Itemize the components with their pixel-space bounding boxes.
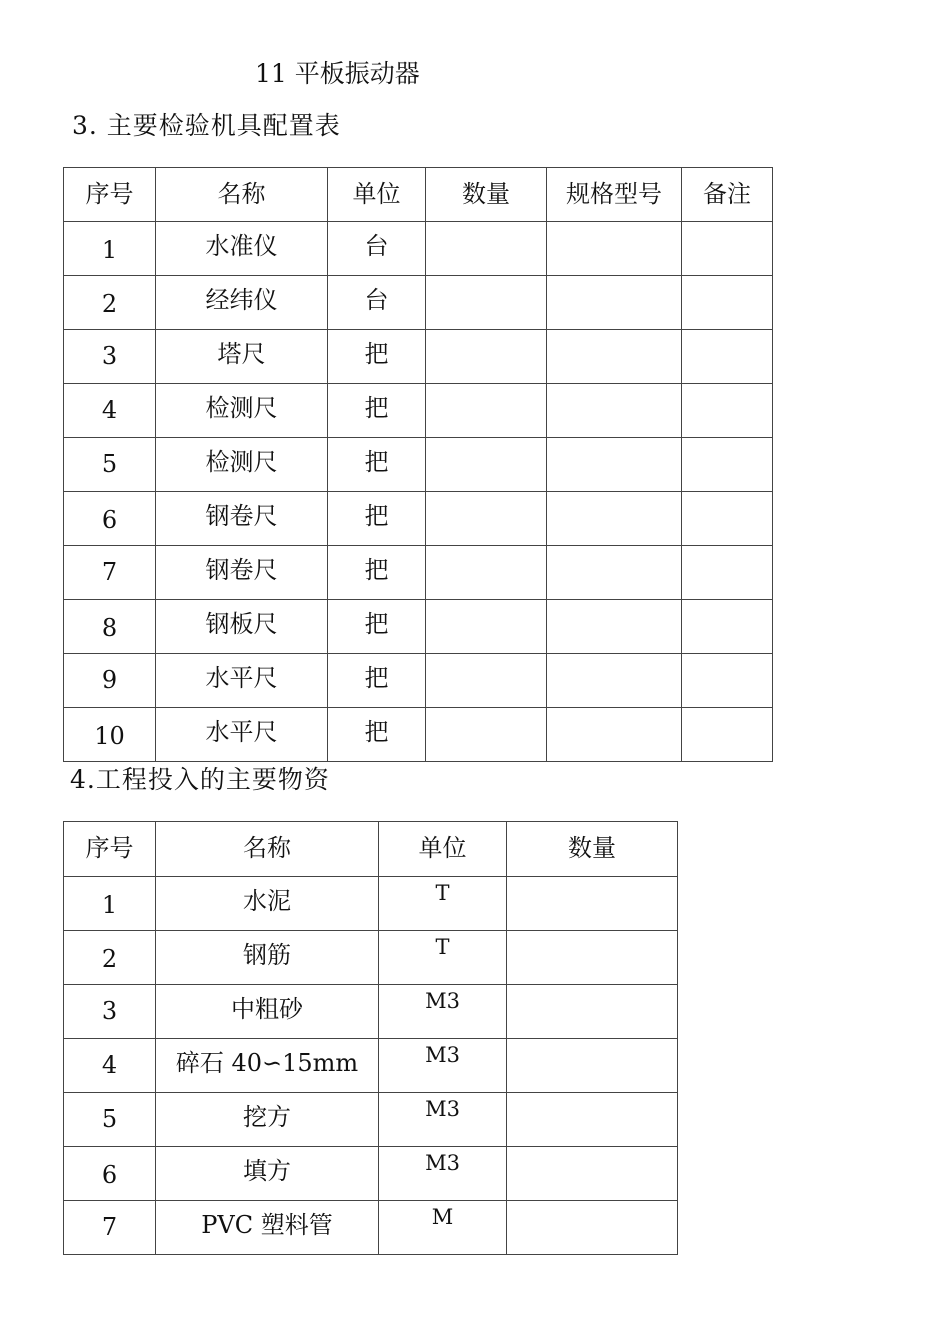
cell-spec xyxy=(547,546,682,600)
equipment-item-11: 11 平板振动器 xyxy=(255,59,420,88)
cell-name: 水泥 xyxy=(156,877,379,931)
cell-unit: 把 xyxy=(328,438,426,492)
table-row xyxy=(64,492,773,546)
table-header-row xyxy=(64,822,678,877)
materials-table xyxy=(63,821,678,1255)
table-row xyxy=(64,708,773,762)
cell-spec xyxy=(547,276,682,330)
table-row xyxy=(64,1201,678,1255)
cell-name: 经纬仪 xyxy=(156,276,328,330)
header-name: 名称 xyxy=(156,822,379,877)
header-no: 序号 xyxy=(64,822,156,877)
cell-no: 5 xyxy=(64,438,156,492)
cell-no: 4 xyxy=(64,384,156,438)
table-row xyxy=(64,1147,678,1201)
cell-no: 3 xyxy=(64,985,156,1039)
section-3-heading: 3. 主要检验机具配置表 xyxy=(72,111,341,140)
cell-no: 6 xyxy=(64,1147,156,1201)
cell-unit: 台 xyxy=(328,222,426,276)
cell-unit: 把 xyxy=(328,654,426,708)
table-row xyxy=(64,1093,678,1147)
cell-qty xyxy=(426,438,547,492)
cell-remark xyxy=(682,546,773,600)
header-name: 名称 xyxy=(156,168,328,222)
cell-no: 7 xyxy=(64,546,156,600)
table-row xyxy=(64,222,773,276)
cell-unit: 把 xyxy=(328,492,426,546)
header-unit: 单位 xyxy=(379,822,507,877)
cell-no: 4 xyxy=(64,1039,156,1093)
cell-qty xyxy=(507,877,678,931)
section-4-heading: 4.工程投入的主要物资 xyxy=(70,765,330,794)
cell-unit: M3 xyxy=(379,1147,507,1201)
cell-no: 2 xyxy=(64,276,156,330)
cell-qty xyxy=(507,1201,678,1255)
cell-remark xyxy=(682,330,773,384)
table-row xyxy=(64,877,678,931)
cell-unit: M3 xyxy=(379,1039,507,1093)
cell-name: 中粗砂 xyxy=(156,985,379,1039)
cell-name: 水平尺 xyxy=(156,654,328,708)
cell-spec xyxy=(547,330,682,384)
header-quantity: 数量 xyxy=(507,822,678,877)
cell-unit: 把 xyxy=(328,708,426,762)
cell-qty xyxy=(426,600,547,654)
table-row xyxy=(64,276,773,330)
cell-remark xyxy=(682,276,773,330)
cell-spec xyxy=(547,384,682,438)
cell-remark xyxy=(682,384,773,438)
cell-no: 9 xyxy=(64,654,156,708)
cell-no: 6 xyxy=(64,492,156,546)
table-header-row xyxy=(64,168,773,222)
table-row xyxy=(64,600,773,654)
header-remark: 备注 xyxy=(682,168,773,222)
table-row xyxy=(64,1039,678,1093)
cell-spec xyxy=(547,654,682,708)
cell-no: 8 xyxy=(64,600,156,654)
cell-no: 10 xyxy=(64,708,156,762)
header-spec: 规格型号 xyxy=(547,168,682,222)
cell-qty xyxy=(507,1039,678,1093)
cell-unit: T xyxy=(379,877,507,931)
table-row xyxy=(64,546,773,600)
cell-spec xyxy=(547,708,682,762)
cell-name: 挖方 xyxy=(156,1093,379,1147)
cell-no: 1 xyxy=(64,222,156,276)
cell-name: 填方 xyxy=(156,1147,379,1201)
table-row xyxy=(64,330,773,384)
cell-name: 碎石 40∽15mm xyxy=(156,1039,379,1093)
cell-remark xyxy=(682,222,773,276)
cell-name: 水准仪 xyxy=(156,222,328,276)
cell-unit: 把 xyxy=(328,384,426,438)
cell-unit: M3 xyxy=(379,1093,507,1147)
cell-qty xyxy=(507,931,678,985)
header-unit: 单位 xyxy=(328,168,426,222)
table-row xyxy=(64,654,773,708)
cell-spec xyxy=(547,438,682,492)
cell-unit: 把 xyxy=(328,330,426,384)
cell-no: 2 xyxy=(64,931,156,985)
cell-no: 7 xyxy=(64,1201,156,1255)
cell-unit: 台 xyxy=(328,276,426,330)
cell-qty xyxy=(426,222,547,276)
cell-no: 3 xyxy=(64,330,156,384)
cell-remark xyxy=(682,600,773,654)
cell-name: 水平尺 xyxy=(156,708,328,762)
cell-remark xyxy=(682,438,773,492)
cell-qty xyxy=(426,330,547,384)
inspection-equipment-table xyxy=(63,167,773,762)
cell-name: 塔尺 xyxy=(156,330,328,384)
cell-qty xyxy=(426,384,547,438)
table-row xyxy=(64,931,678,985)
cell-name: 钢卷尺 xyxy=(156,492,328,546)
cell-name: 钢筋 xyxy=(156,931,379,985)
table-row xyxy=(64,384,773,438)
cell-qty xyxy=(507,1093,678,1147)
cell-qty xyxy=(507,985,678,1039)
cell-unit: 把 xyxy=(328,546,426,600)
table-row xyxy=(64,438,773,492)
cell-no: 5 xyxy=(64,1093,156,1147)
cell-unit: T xyxy=(379,931,507,985)
cell-spec xyxy=(547,600,682,654)
cell-name: PVC 塑料管 xyxy=(156,1201,379,1255)
cell-spec xyxy=(547,492,682,546)
cell-qty xyxy=(426,276,547,330)
cell-name: 检测尺 xyxy=(156,438,328,492)
cell-qty xyxy=(426,654,547,708)
header-no: 序号 xyxy=(64,168,156,222)
cell-name: 钢板尺 xyxy=(156,600,328,654)
header-quantity: 数量 xyxy=(426,168,547,222)
cell-qty xyxy=(507,1147,678,1201)
cell-spec xyxy=(547,222,682,276)
cell-unit: M xyxy=(379,1201,507,1255)
cell-no: 1 xyxy=(64,877,156,931)
cell-qty xyxy=(426,708,547,762)
cell-qty xyxy=(426,546,547,600)
cell-unit: M3 xyxy=(379,985,507,1039)
cell-remark xyxy=(682,492,773,546)
table-row xyxy=(64,985,678,1039)
cell-name: 钢卷尺 xyxy=(156,546,328,600)
cell-remark xyxy=(682,654,773,708)
cell-remark xyxy=(682,708,773,762)
cell-unit: 把 xyxy=(328,600,426,654)
cell-qty xyxy=(426,492,547,546)
cell-name: 检测尺 xyxy=(156,384,328,438)
